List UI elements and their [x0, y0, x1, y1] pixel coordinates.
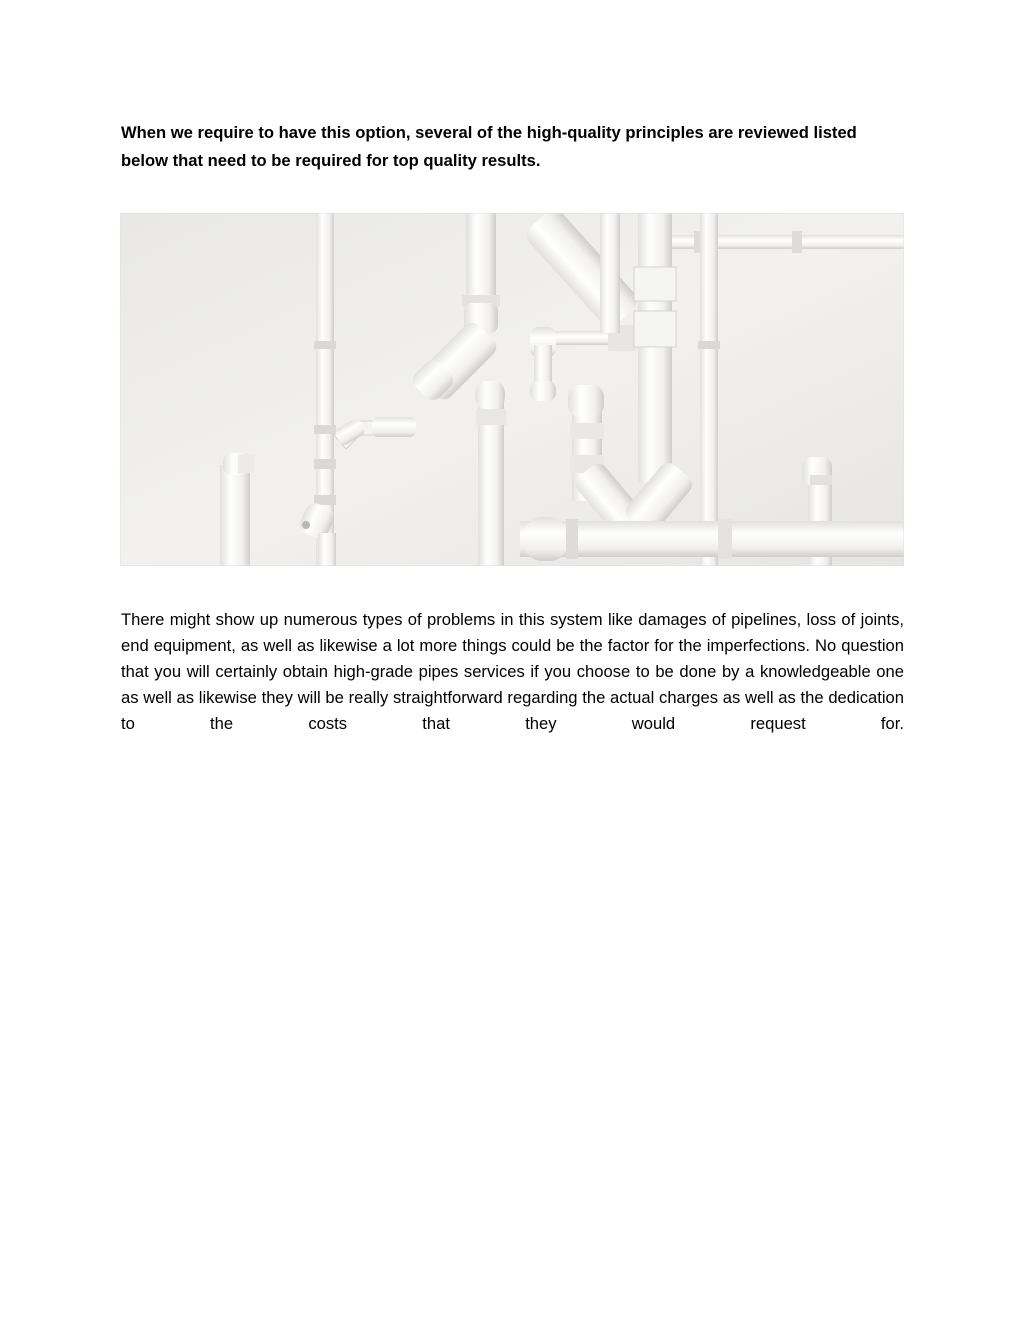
white-pipes-photo	[120, 213, 904, 566]
body-paragraph: There might show up numerous types of problems in this system like damages of pipelines, loss of joints, end equipment, as well as likewise a lot more things could be the factor for the imperfections. No question that you will certainly obtain high-grade pipes services if you choose to be done by a knowledgeable one as well as likewise they will be really straightforward regarding the actual charges as well as the dedication to the costs that they would request for.	[121, 610, 904, 733]
main-vertical-pipe	[634, 213, 676, 483]
intro-paragraph: When we require to have this option, several of the high-quality principles are reviewed listed below that need to be required for top quality results.	[121, 123, 857, 170]
pipes-illustration	[120, 213, 904, 566]
